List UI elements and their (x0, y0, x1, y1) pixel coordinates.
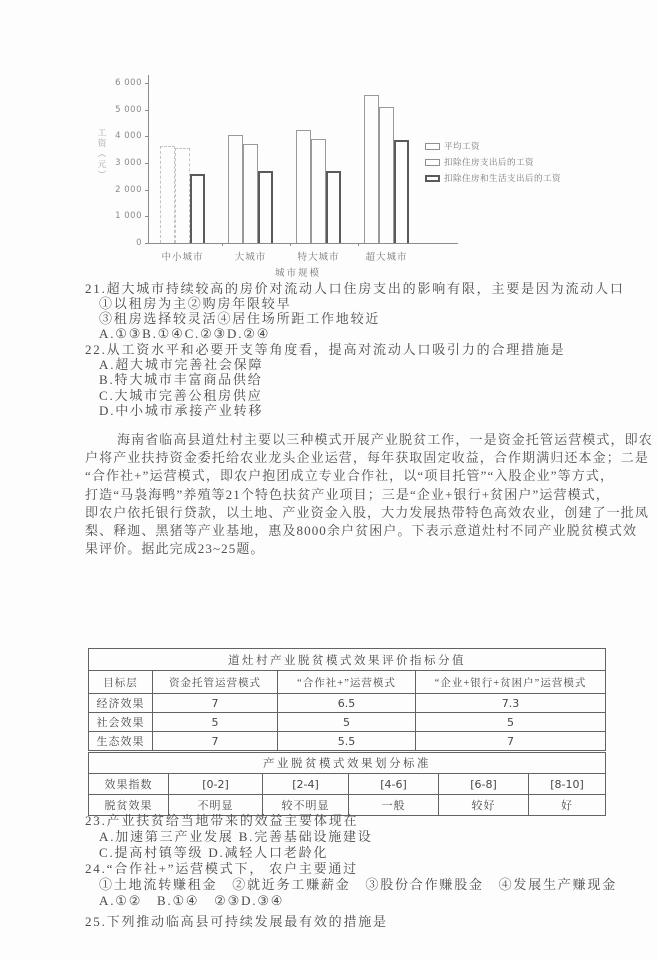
x-tick-mark (290, 243, 291, 246)
y-tick-mark (145, 243, 148, 244)
y-tick-mark (145, 110, 148, 111)
score-cell: 5 (278, 713, 416, 732)
bar-大城市-series1 (228, 135, 243, 243)
question-21-item-1: ①以租房为主②购房年限较早 (99, 296, 292, 311)
grade-cell: 不明显 (169, 795, 263, 816)
question-21-stem: 21.超大城市持续较高的房价对流动人口住房支出的影响有限，主要是因为流动人口 (85, 281, 625, 296)
grade-cell: 较不明显 (263, 795, 349, 816)
passage-line-7: 果评价。据此完成23~25题。 (85, 541, 265, 556)
table1-header-cell: 目标层 (89, 671, 153, 694)
table-row (89, 774, 606, 795)
bar-超大城市-series3 (394, 140, 409, 243)
question-22-option-c: C.大城市完善公租房供应 (99, 388, 263, 403)
question-22-option-d: D.中小城市承接产业转移 (99, 403, 264, 418)
legend-item (425, 140, 561, 152)
chart-legend (425, 140, 561, 188)
y-tick-mark (145, 83, 148, 84)
legend-item (425, 156, 561, 168)
passage-line-6: 梨、释迦、黑猪等产业基地，惠及8000余户贫困户。下表示意道灶村不同产业脱贫模式效 (85, 523, 638, 538)
bar-大城市-series3 (258, 171, 273, 243)
table1-title: 道灶村产业脱贫模式效果评价指标分值 (89, 649, 606, 671)
table1-header-cell: “合作社+”运营模式 (278, 671, 416, 694)
x-category-label: 超大城市 (365, 252, 408, 263)
row-label: 经济效果 (89, 694, 153, 713)
range-cell: [6-8] (439, 774, 529, 795)
legend-label: 平均工资 (444, 142, 481, 152)
row-label: 生态效果 (89, 732, 153, 751)
range-cell: [8-10] (529, 774, 606, 795)
grade-cell: 一般 (349, 795, 439, 816)
question-23-stem: 23.产业扶贫给当地带来的效益主要体现在 (85, 813, 359, 828)
passage-line-2: 户将产业扶持资金委托给农业龙头企业运营，每年获取固定收益，合作期满归还本金；二是 (85, 450, 650, 465)
grade-cell: 较好 (439, 795, 529, 816)
table-row (89, 713, 606, 732)
y-tick-label: 2 000 (115, 184, 142, 195)
y-tick-mark (145, 190, 148, 191)
score-cell: 5 (416, 713, 606, 732)
y-tick-mark (145, 163, 148, 164)
x-axis (148, 243, 458, 244)
question-23-options-cd: C.提高村镇等级 D.减轻人口老龄化 (99, 845, 329, 860)
x-tick-mark (222, 243, 223, 246)
table-row (89, 732, 606, 751)
question-21-options: A.①③B.①④C.②③D.②④ (99, 326, 271, 341)
legend-swatch (425, 159, 440, 166)
y-tick-label: 3 000 (115, 158, 142, 168)
x-category-label: 特大城市 (297, 252, 340, 263)
x-category-label: 大城市 (234, 252, 267, 263)
x-axis-label: 城市规模 (274, 268, 321, 279)
table-row (89, 694, 606, 713)
passage-line-4: 打造“马袅海鸭”养殖等21个特色扶贫产业项目；三是“企业+银行+贫困户”运营模式， (85, 487, 610, 502)
table1-effect-scores (88, 648, 606, 751)
table2-title-row (89, 753, 606, 774)
y-tick-label: 6 000 (115, 78, 142, 88)
range-cell: [0-2] (169, 774, 263, 795)
question-25-stem: 25.下列推动临高县可持续发展最有效的措施是 (85, 914, 388, 929)
x-tick-mark (358, 243, 359, 246)
legend-swatch (425, 143, 440, 150)
score-cell: 7.3 (416, 694, 606, 713)
y-tick-label: 0 (136, 238, 142, 248)
table1-title-row (89, 649, 606, 671)
score-cell: 5.5 (278, 732, 416, 751)
question-22-stem: 22.从工资水平和必要开支等角度看，提高对流动人口吸引力的合理措施是 (85, 342, 566, 357)
bar-大城市-series2 (243, 144, 258, 243)
y-tick-mark (145, 216, 148, 217)
y-tick-label: 1 000 (115, 211, 142, 222)
bar-超大城市-series1 (364, 95, 379, 243)
score-cell: 7 (153, 694, 278, 713)
row-label: 脱贫效果 (89, 795, 169, 816)
score-cell: 7 (153, 732, 278, 751)
bar-特大城市-series1 (296, 130, 311, 243)
table2-title: 产业脱贫模式效果划分标准 (89, 753, 606, 774)
question-22-option-a: A.超大城市完善社会保障 (99, 357, 264, 372)
bar-中小城市-series1 (160, 146, 175, 243)
table1-header-cell: “企业+银行+贫困户”运营模式 (416, 671, 606, 694)
y-tick-label: 4 000 (115, 131, 142, 142)
question-21-item-2: ③租房选择较灵活④居住场所距工作地较近 (99, 311, 381, 326)
y-tick-label: 5 000 (115, 104, 142, 115)
bar-中小城市-series3 (190, 174, 205, 243)
y-axis (148, 75, 149, 243)
question-24-options: A.①② B.①④ ②③D.③④ (99, 893, 285, 908)
legend-label: 扣除住房支出后的工资 (444, 158, 535, 168)
x-category-label: 中小城市 (161, 252, 204, 263)
bar-特大城市-series3 (326, 171, 341, 243)
question-24-stem: 24.“合作社+”运营模式下， 农户主要通过 (85, 861, 358, 876)
score-cell: 6.5 (278, 694, 416, 713)
wage-bar-chart (95, 60, 655, 292)
score-cell: 7 (416, 732, 606, 751)
bar-中小城市-series2 (175, 148, 190, 243)
y-tick-mark (145, 136, 148, 137)
question-24-items: ①土地流转赚租金 ②就近务工赚薪金 ③股份合作赚股金 ④发展生产赚现金 (99, 877, 618, 892)
range-cell: [2-4] (263, 774, 349, 795)
table1-header-row (89, 671, 606, 694)
row-label: 效果指数 (89, 774, 169, 795)
score-cell: 5 (153, 713, 278, 732)
grade-cell: 好 (529, 795, 606, 816)
passage-line-3: “合作社+”运营模式，即农户抱团成立专业合作社，以“项目托管”“入股企业”等方式， (85, 468, 615, 483)
legend-swatch (425, 175, 440, 182)
table2-classification-standard (88, 752, 606, 816)
bar-超大城市-series2 (379, 107, 394, 243)
passage-line-1: 海南省临高县道灶村主要以三种模式开展产业脱贫工作，一是资金托管运营模式，即农 (117, 432, 653, 447)
legend-label: 扣除住房和生活支出后的工资 (444, 174, 562, 184)
passage-line-5: 即农户依托银行贷款，以土地、产业资金入股，大力发展热带特色高效农业，创建了一批凤 (85, 505, 650, 520)
row-label: 社会效果 (89, 713, 153, 732)
legend-item (425, 172, 561, 184)
bar-特大城市-series2 (311, 139, 326, 243)
range-cell: [4-6] (349, 774, 439, 795)
question-23-options-ab: A.加速第三产业发展 B.完善基础设施建设 (99, 829, 373, 844)
question-22-option-b: B.特大城市丰富商品供给 (99, 372, 263, 387)
y-axis-label: 工资（元） (96, 128, 106, 181)
table1-header-cell: 资金托管运营模式 (153, 671, 278, 694)
